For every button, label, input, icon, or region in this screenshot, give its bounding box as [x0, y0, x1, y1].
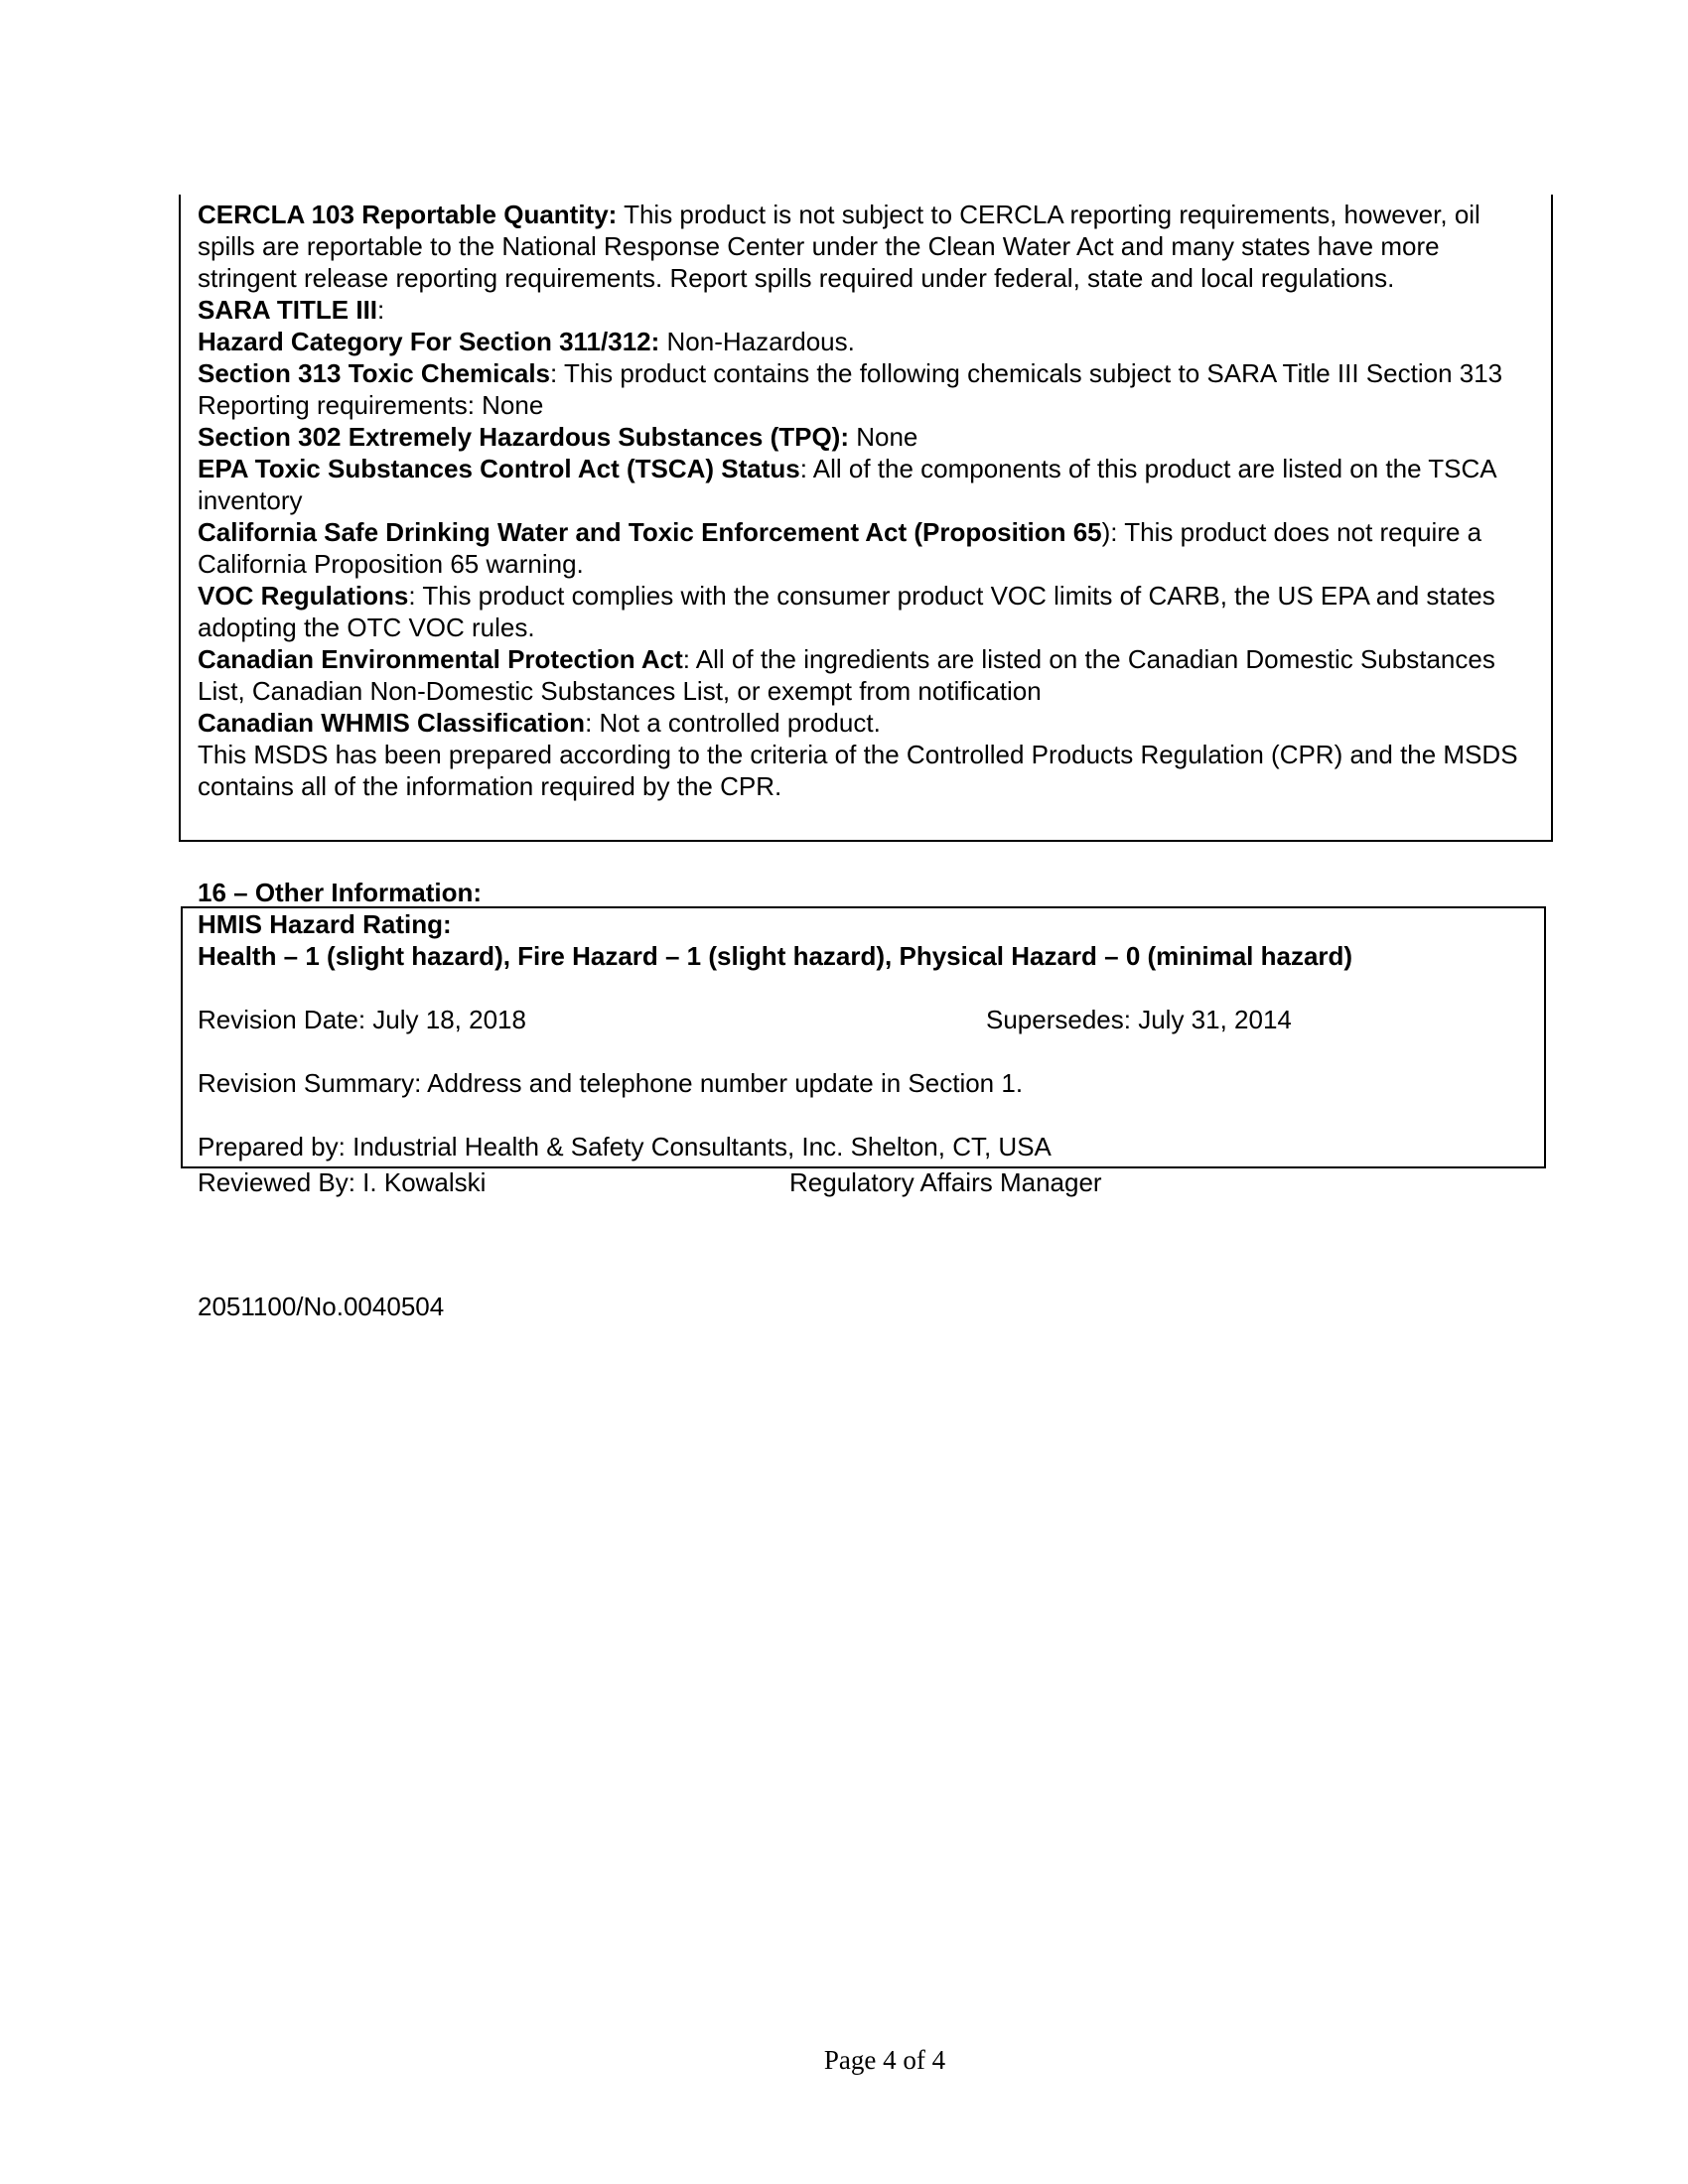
hazard-category-paragraph: [198, 326, 1538, 357]
sara-paragraph: [198, 294, 1538, 326]
voc-label: VOC Regulations: [198, 581, 409, 611]
section313-text: : This product contains the following chemicals subject to SARA Title III Section 313 Reporting requirements: None: [198, 358, 1503, 420]
whmis-text: : Not a controlled product.: [585, 708, 881, 738]
section16-heading: 16 – Other Information:: [198, 878, 483, 907]
tsca-text: : All of the components of this product are listed on the TSCA inventory: [198, 454, 1496, 515]
prop65-text: ): This product does not require a California Proposition 65 warning.: [198, 517, 1482, 579]
section313-paragraph: [198, 357, 1538, 421]
cepa-text: : All of the ingredients are listed on the Canadian Domestic Substances List, Canadian Non-Domestic Substances List, or exempt from notification: [198, 644, 1495, 706]
hazard-category-label: Hazard Category For Section 311/312:: [198, 327, 660, 356]
supersedes-date: Supersedes: July 31, 2014: [986, 1005, 1292, 1034]
hazard-category-text: Non-Hazardous.: [659, 327, 855, 356]
cepa-label: Canadian Environmental Protection Act: [198, 644, 683, 674]
sara-label: SARA TITLE III: [198, 295, 378, 325]
reviewer-title: Regulatory Affairs Manager: [789, 1167, 1102, 1197]
section302-text: None: [849, 422, 918, 452]
cercla-label: CERCLA 103 Reportable Quantity:: [198, 200, 618, 229]
revision-date: Revision Date: July 18, 2018: [198, 1005, 526, 1034]
whmis-label: Canadian WHMIS Classification: [198, 708, 586, 738]
whmis-paragraph: [198, 707, 1538, 739]
section302-label: Section 302 Extremely Hazardous Substances (TPQ):: [198, 422, 849, 452]
hmis-values: Health – 1 (slight hazard), Fire Hazard – 1 (slight hazard), Physical Hazard – 0 (minimal hazard): [198, 941, 1353, 971]
cepa-paragraph: [198, 643, 1538, 707]
revision-summary: Revision Summary: Address and telephone number update in Section 1.: [198, 1068, 1024, 1098]
prepared-by: Prepared by: Industrial Health & Safety Consultants, Inc. Shelton, CT, USA: [198, 1132, 1052, 1161]
page-number: Page 4 of 4: [823, 2045, 946, 2075]
cercla-paragraph: [198, 199, 1538, 294]
hmis-label: HMIS Hazard Rating:: [198, 909, 452, 939]
voc-text: : This product complies with the consumer product VOC limits of CARB, the US EPA and states adopting the OTC VOC rules.: [198, 581, 1495, 642]
prop65-label: California Safe Drinking Water and Toxic Enforcement Act (Proposition 65: [198, 517, 1102, 547]
voc-paragraph: [198, 580, 1538, 643]
section313-label: Section 313 Toxic Chemicals: [198, 358, 550, 388]
msds-note: This MSDS has been prepared according to the criteria of the Controlled Products Regulation (CPR) and the MSDS contains all of the information required by the CPR.: [198, 740, 1518, 801]
cercla-text: This product is not subject to CERCLA reporting requirements, however, oil spills are reportable to the National Response Center under the Clean Water Act and many states have more stringent release reporting requirements. Report spills required under federal, state and local regulations.: [198, 200, 1480, 293]
sara-text: :: [377, 295, 385, 325]
prop65-paragraph: [198, 516, 1538, 580]
reviewed-by: Reviewed By: I. Kowalski: [198, 1167, 487, 1197]
tsca-label: EPA Toxic Substances Control Act (TSCA) Status: [198, 454, 800, 483]
section302-paragraph: [198, 421, 1538, 453]
document-number: 2051100/No.0040504: [198, 1292, 445, 1321]
tsca-paragraph: [198, 453, 1538, 516]
regulatory-info-text: [198, 199, 1538, 802]
